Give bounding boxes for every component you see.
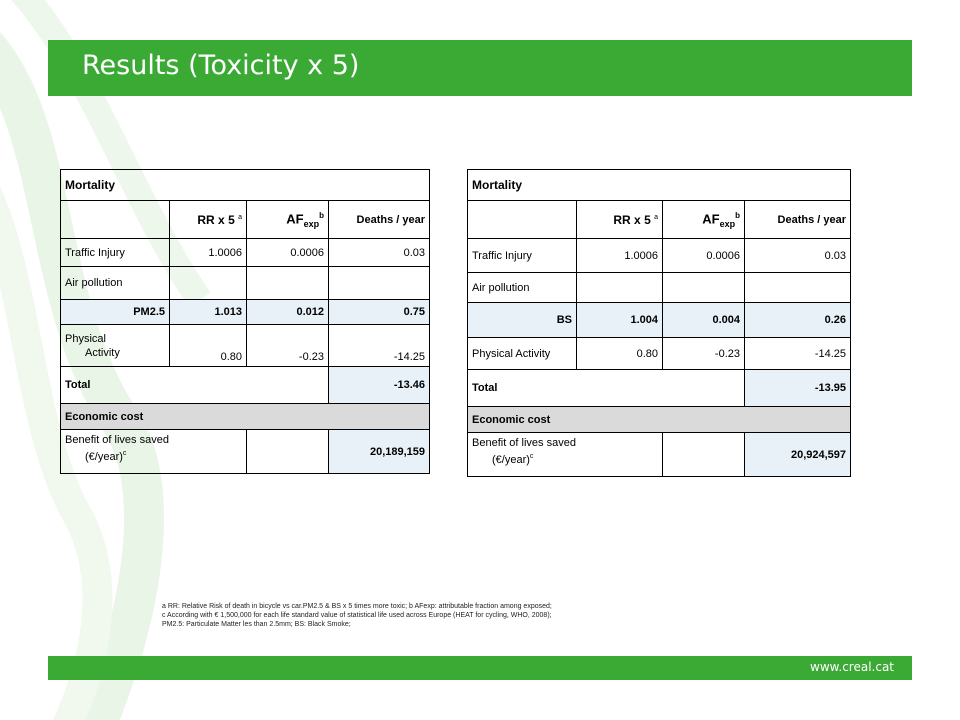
cell-deaths: -14.25 — [329, 325, 430, 367]
benefit-value: 20,924,597 — [745, 433, 851, 477]
cell-af: 0.0006 — [247, 239, 329, 267]
row-label-air-pollution: Air pollution — [468, 273, 577, 303]
footer-url: www.creal.cat — [810, 660, 894, 674]
footnote-line: PM2.5: Particulate Matter les than 2.5mm; BS: Black Smoke; — [162, 621, 351, 628]
total-value: -13.46 — [329, 367, 430, 404]
column-header-rr: RR x 5 $^a$ — [577, 201, 663, 239]
cell-rr: 1.0006 — [577, 239, 663, 273]
economic-cost-label: Economic cost — [468, 407, 851, 433]
column-header-af: $AF_{exp}^b$ — [663, 201, 745, 239]
table-row — [61, 300, 430, 325]
cell-deaths: 0.75 — [329, 300, 430, 325]
table-row — [61, 267, 430, 300]
cell-rr: 0.80 — [170, 325, 247, 367]
mortality-table-bs — [467, 169, 851, 477]
mortality-table-pm25 — [60, 169, 430, 474]
column-header-deaths: Deaths / year — [329, 201, 430, 239]
row-label-pollutant: BS — [468, 303, 577, 338]
table-row — [468, 239, 851, 273]
cell-rr: 1.0006 — [170, 239, 247, 267]
cell-rr: 0.80 — [577, 338, 663, 370]
slide-title: Results (Toxicity x 5) — [82, 50, 360, 81]
cell-rr: 1.013 — [170, 300, 247, 325]
benefit-label: Benefit of lives saved (€/year)$^c$ — [468, 433, 663, 477]
footer-bar — [48, 656, 912, 680]
footnotes — [162, 602, 722, 629]
table-row — [468, 273, 851, 303]
total-label: Total — [61, 367, 329, 404]
column-header-af: $AF_{exp}^b$ — [247, 201, 329, 239]
table-row — [61, 239, 430, 267]
table-header-mortality: Mortality — [468, 170, 851, 201]
table-row-benefit — [468, 433, 851, 477]
cell-deaths: 0.03 — [329, 239, 430, 267]
title-bar — [48, 40, 912, 96]
total-label: Total — [468, 370, 745, 407]
row-label-traffic: Traffic Injury — [61, 239, 170, 267]
table-row-total — [468, 370, 851, 407]
table-row — [468, 338, 851, 370]
cell-af: 0.004 — [663, 303, 745, 338]
row-label-traffic: Traffic Injury — [468, 239, 577, 273]
table-header-mortality: Mortality — [61, 170, 430, 201]
table-row — [468, 303, 851, 338]
column-header-rr: RR x 5 $^a$ — [170, 201, 247, 239]
footnote-line: c According with € 1,500,000 for each life standard value of statistical life used across Europe (HEAT for cycling, WHO, 2008); — [162, 612, 552, 619]
column-header-deaths: Deaths / year — [745, 201, 851, 239]
cell-af: -0.23 — [247, 325, 329, 367]
cell-af: 0.012 — [247, 300, 329, 325]
table-row-total — [61, 367, 430, 404]
table-row-benefit — [61, 430, 430, 474]
economic-cost-label: Economic cost — [61, 404, 430, 430]
table-row — [61, 325, 430, 367]
cell-af: -0.23 — [663, 338, 745, 370]
row-label-air-pollution: Air pollution — [61, 267, 170, 300]
footnote-line: a RR: Relative Risk of death in bicycle vs car.PM2.5 & BS x 5 times more toxic; b AFexp: attributable fraction among exposed; — [162, 603, 552, 610]
row-label-physical-activity: Physical Activity — [468, 338, 577, 370]
cell-af: 0.0006 — [663, 239, 745, 273]
row-label-physical-activity: Physical Activity — [61, 325, 170, 367]
total-value: -13.95 — [745, 370, 851, 407]
benefit-value: 20,189,159 — [329, 430, 430, 474]
benefit-label: Benefit of lives saved (€/year)$^c$ — [61, 430, 247, 474]
row-label-pollutant: PM2.5 — [61, 300, 170, 325]
cell-deaths: 0.26 — [745, 303, 851, 338]
cell-deaths: 0.03 — [745, 239, 851, 273]
cell-deaths: -14.25 — [745, 338, 851, 370]
cell-rr: 1.004 — [577, 303, 663, 338]
